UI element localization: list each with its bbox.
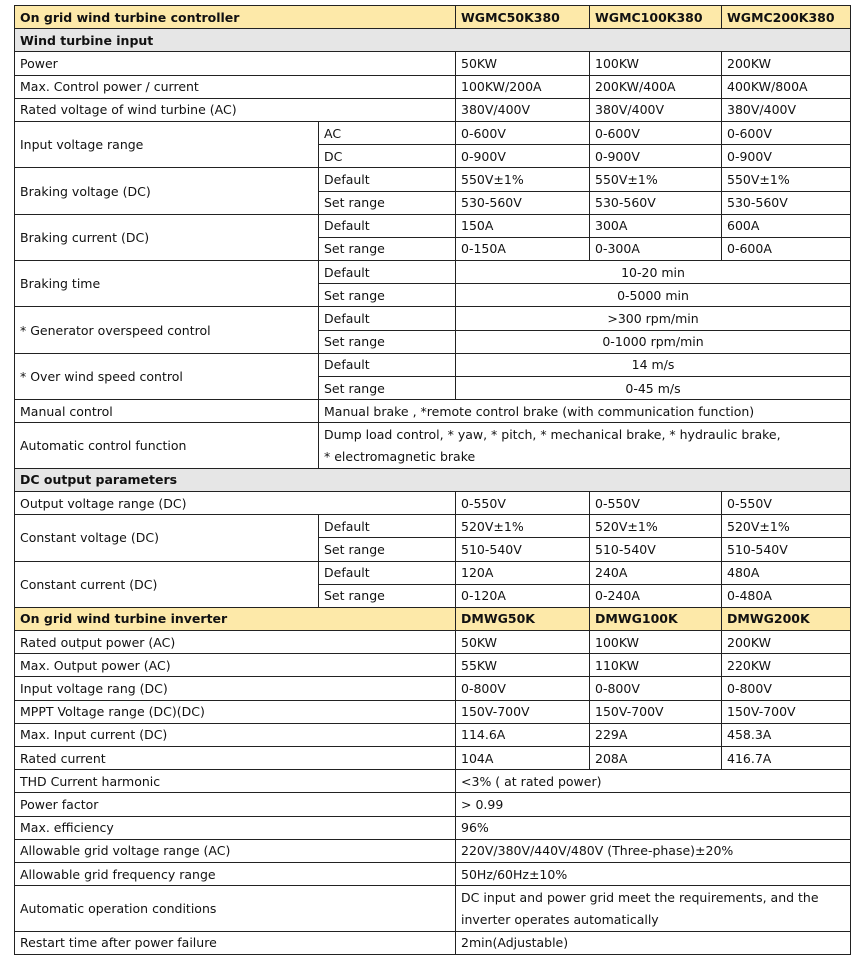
cell-value: 110KW <box>590 654 722 677</box>
merged-value: * electromagnetic brake <box>319 446 851 469</box>
merged-value: 14 m/s <box>456 353 851 376</box>
cell-value: 150A <box>456 214 590 237</box>
sub-label: Set range <box>319 284 456 307</box>
cell-value: 100KW <box>590 52 722 75</box>
table-row <box>15 770 851 793</box>
table-row <box>15 862 851 885</box>
table-row <box>15 98 851 121</box>
cell-value: 510-540V <box>590 538 722 561</box>
table-row <box>15 816 851 839</box>
cell-value: 0-800V <box>590 677 722 700</box>
sub-label: Set range <box>319 191 456 214</box>
row-label: Braking time <box>15 261 319 307</box>
row-label: Braking voltage (DC) <box>15 168 319 214</box>
row-label: Allowable grid voltage range (AC) <box>15 839 456 862</box>
model-200k: DMWG200K <box>722 607 851 630</box>
table-row <box>15 931 851 954</box>
section-row-wind-turbine-input <box>15 29 851 52</box>
merged-value: Dump load control, * yaw, * pitch, * mechanical brake, * hydraulic brake, <box>319 423 851 446</box>
cell-value: 520V±1% <box>456 515 590 538</box>
cell-value: 380V/400V <box>456 98 590 121</box>
table-row <box>15 214 851 237</box>
table-row <box>15 423 851 446</box>
row-label: Max. efficiency <box>15 816 456 839</box>
cell-value: 0-900V <box>722 145 851 168</box>
merged-value: 10-20 min <box>456 261 851 284</box>
cell-value: 0-600V <box>590 121 722 144</box>
row-label: Automatic control function <box>15 423 319 468</box>
merged-value: 96% <box>456 816 851 839</box>
sub-label: Default <box>319 307 456 330</box>
cell-value: 0-550V <box>456 491 590 514</box>
cell-value: 240A <box>590 561 722 584</box>
table-row <box>15 491 851 514</box>
specification-table <box>14 5 851 955</box>
cell-value: 510-540V <box>722 538 851 561</box>
table-row <box>15 307 851 330</box>
merged-value: <3% ( at rated power) <box>456 770 851 793</box>
sub-label: Default <box>319 214 456 237</box>
cell-value: 0-240A <box>590 584 722 607</box>
model-50k: WGMC50K380 <box>456 6 590 29</box>
model-100k: WGMC100K380 <box>590 6 722 29</box>
sub-label: Default <box>319 561 456 584</box>
cell-value: 200KW <box>722 631 851 654</box>
model-100k: DMWG100K <box>590 607 722 630</box>
controller-header-row <box>15 6 851 29</box>
cell-value: 150V-700V <box>590 700 722 723</box>
row-label: Braking current (DC) <box>15 214 319 260</box>
model-200k: WGMC200K380 <box>722 6 851 29</box>
merged-value: 220V/380V/440V/480V (Three-phase)±20% <box>456 839 851 862</box>
table-row <box>15 261 851 284</box>
cell-value: 200KW <box>722 52 851 75</box>
cell-value: 550V±1% <box>722 168 851 191</box>
cell-value: 0-150A <box>456 237 590 260</box>
cell-value: 0-480A <box>722 584 851 607</box>
row-label: Power factor <box>15 793 456 816</box>
row-label: Rated output power (AC) <box>15 631 456 654</box>
table-row <box>15 631 851 654</box>
cell-value: 416.7A <box>722 747 851 770</box>
cell-value: 0-550V <box>722 491 851 514</box>
section-title: Wind turbine input <box>15 29 851 52</box>
row-label: Power <box>15 52 456 75</box>
inverter-title: On grid wind turbine inverter <box>15 607 456 630</box>
cell-value: 530-560V <box>590 191 722 214</box>
cell-value: 0-600A <box>722 237 851 260</box>
row-label: THD Current harmonic <box>15 770 456 793</box>
cell-value: 150V-700V <box>456 700 590 723</box>
row-label: Constant voltage (DC) <box>15 515 319 561</box>
cell-value: 400KW/800A <box>722 75 851 98</box>
merged-value: > 0.99 <box>456 793 851 816</box>
cell-value: 458.3A <box>722 723 851 746</box>
merged-value: DC input and power grid meet the requirements, and the <box>456 886 851 909</box>
cell-value: 55KW <box>456 654 590 677</box>
cell-value: 0-900V <box>590 145 722 168</box>
cell-value: 530-560V <box>456 191 590 214</box>
cell-value: 0-120A <box>456 584 590 607</box>
cell-value: 0-800V <box>722 677 851 700</box>
row-label: * Over wind speed control <box>15 353 319 399</box>
sub-label: Set range <box>319 330 456 353</box>
cell-value: 50KW <box>456 52 590 75</box>
cell-value: 600A <box>722 214 851 237</box>
cell-value: 0-600V <box>456 121 590 144</box>
row-label: Input voltage range <box>15 121 319 167</box>
row-label: Max. Output power (AC) <box>15 654 456 677</box>
row-label: Max. Input current (DC) <box>15 723 456 746</box>
inverter-header-row <box>15 607 851 630</box>
cell-value: 104A <box>456 747 590 770</box>
table-row <box>15 747 851 770</box>
cell-value: 510-540V <box>456 538 590 561</box>
sub-label: AC <box>319 121 456 144</box>
table-row <box>15 353 851 376</box>
sub-label: Set range <box>319 584 456 607</box>
merged-value: 0-45 m/s <box>456 377 851 400</box>
row-label: Input voltage rang (DC) <box>15 677 456 700</box>
merged-value: 2min(Adjustable) <box>456 931 851 954</box>
cell-value: 114.6A <box>456 723 590 746</box>
cell-value: 50KW <box>456 631 590 654</box>
section-title: DC output parameters <box>15 468 851 491</box>
cell-value: 550V±1% <box>456 168 590 191</box>
controller-title: On grid wind turbine controller <box>15 6 456 29</box>
cell-value: 520V±1% <box>722 515 851 538</box>
merged-value: Manual brake , *remote control brake (with communication function) <box>319 400 851 423</box>
table-row <box>15 121 851 144</box>
cell-value: 0-550V <box>590 491 722 514</box>
cell-value: 520V±1% <box>590 515 722 538</box>
table-row <box>15 793 851 816</box>
cell-value: 100KW/200A <box>456 75 590 98</box>
row-label: Constant current (DC) <box>15 561 319 607</box>
table-row <box>15 561 851 584</box>
table-row <box>15 75 851 98</box>
row-label: Rated current <box>15 747 456 770</box>
table-row <box>15 654 851 677</box>
row-label: Max. Control power / current <box>15 75 456 98</box>
sub-label: Default <box>319 353 456 376</box>
cell-value: 229A <box>590 723 722 746</box>
merged-value: >300 rpm/min <box>456 307 851 330</box>
table-row <box>15 700 851 723</box>
row-label: MPPT Voltage range (DC)(DC) <box>15 700 456 723</box>
cell-value: 100KW <box>590 631 722 654</box>
table-row <box>15 400 851 423</box>
cell-value: 150V-700V <box>722 700 851 723</box>
section-row-dc-output <box>15 468 851 491</box>
table-row <box>15 52 851 75</box>
sub-label: Default <box>319 515 456 538</box>
cell-value: 0-300A <box>590 237 722 260</box>
cell-value: 480A <box>722 561 851 584</box>
merged-value: 0-5000 min <box>456 284 851 307</box>
cell-value: 380V/400V <box>722 98 851 121</box>
merged-value: 50Hz/60Hz±10% <box>456 862 851 885</box>
table-row <box>15 677 851 700</box>
cell-value: 550V±1% <box>590 168 722 191</box>
sub-label: DC <box>319 145 456 168</box>
cell-value: 200KW/400A <box>590 75 722 98</box>
merged-value: 0-1000 rpm/min <box>456 330 851 353</box>
cell-value: 380V/400V <box>590 98 722 121</box>
row-label: Rated voltage of wind turbine (AC) <box>15 98 456 121</box>
table-row <box>15 723 851 746</box>
row-label: Restart time after power failure <box>15 931 456 954</box>
cell-value: 120A <box>456 561 590 584</box>
sub-label: Default <box>319 168 456 191</box>
cell-value: 208A <box>590 747 722 770</box>
table-row <box>15 886 851 909</box>
table-row <box>15 839 851 862</box>
sub-label: Set range <box>319 538 456 561</box>
table-row <box>15 515 851 538</box>
row-label: Output voltage range (DC) <box>15 491 456 514</box>
sub-label: Set range <box>319 377 456 400</box>
merged-value: inverter operates automatically <box>456 908 851 931</box>
cell-value: 0-800V <box>456 677 590 700</box>
model-50k: DMWG50K <box>456 607 590 630</box>
row-label: Allowable grid frequency range <box>15 862 456 885</box>
cell-value: 0-900V <box>456 145 590 168</box>
cell-value: 0-600V <box>722 121 851 144</box>
sub-label: Default <box>319 261 456 284</box>
cell-value: 300A <box>590 214 722 237</box>
row-label: Automatic operation conditions <box>15 886 456 931</box>
cell-value: 530-560V <box>722 191 851 214</box>
row-label: * Generator overspeed control <box>15 307 319 353</box>
cell-value: 220KW <box>722 654 851 677</box>
row-label: Manual control <box>15 400 319 423</box>
sub-label: Set range <box>319 237 456 260</box>
table-row <box>15 168 851 191</box>
